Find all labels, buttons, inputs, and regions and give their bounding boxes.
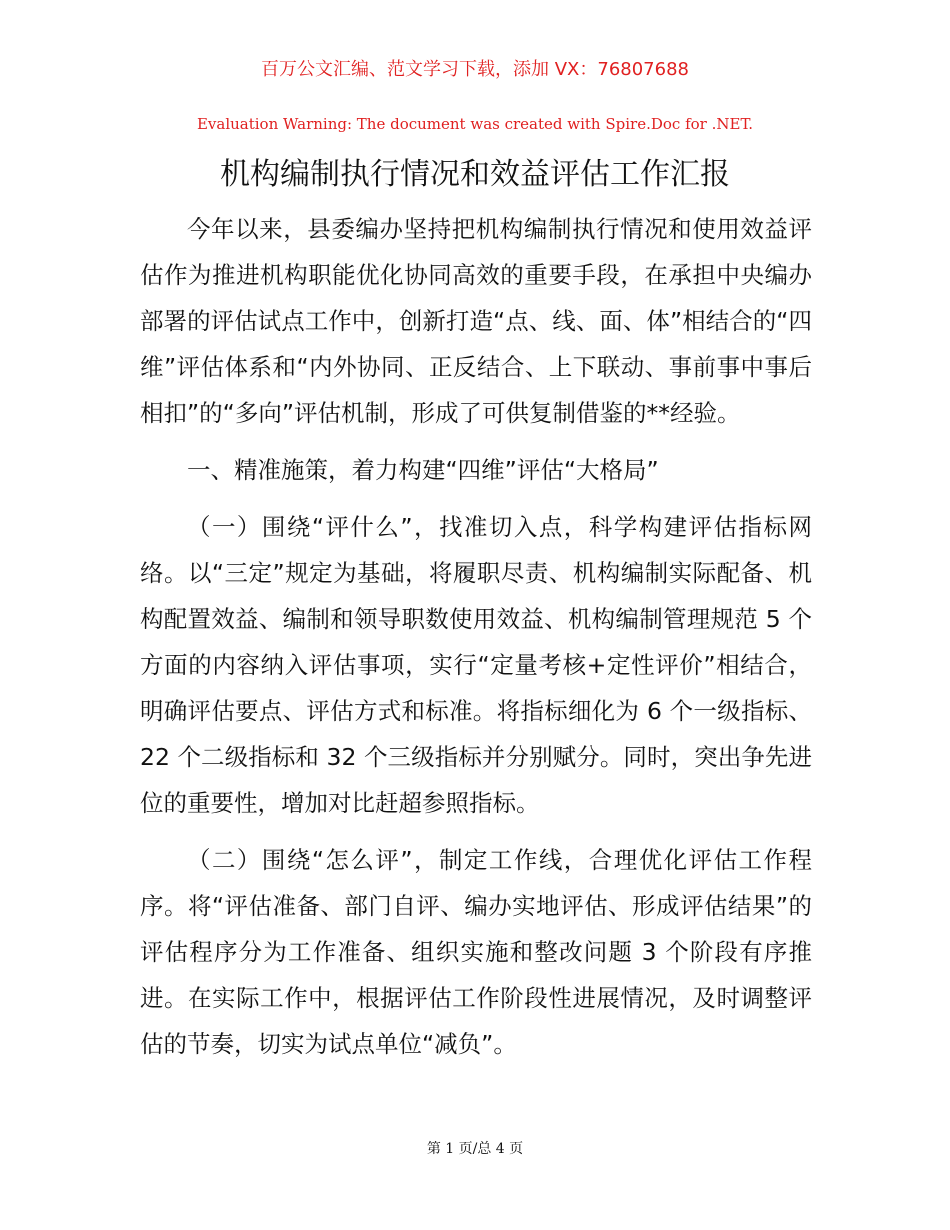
paragraph-intro: 今年以来，县委编办坚持把机构编制执行情况和使用效益评估作为推进机构职能优化协同高效的重要手段，在承担中央编办部署的评估试点工作中，创新打造“点、线、面、体”相结合的“四维”评估体系和“内外协同、正反结合、上下联动、事前事中事后相扣”的“多向”评估机制，形成了可供复制借鉴的**经验。	[140, 215, 812, 427]
header-banner: 百万公文汇编、范文学习下载，添加 VX：76807688	[261, 59, 689, 80]
document-body	[140, 206, 812, 1078]
paragraph-subsection-1: （一）围绕“评什么”，找准切入点，科学构建评估指标网络。以“三定”规定为基础，将履职尽责、机构编制实际配备、机构配置效益、编制和领导职数使用效益、机构编制管理规范 5 个方面的内容纳入评估事项，实行“定量考核+定性评价”相结合，明确评估要点、评估方式和标准。将指标细化为 6 个一级指标、22 个二级指标和 32 个三级指标并分别赋分。同时，突出争先进位的重要性，增加对比赶超参照指标。	[140, 513, 812, 817]
section-heading-1: 一、精准施策，着力构建“四维”评估“大格局”	[187, 456, 659, 484]
paragraph-subsection-2: （二）围绕“怎么评”，制定工作线，合理优化评估工作程序。将“评估准备、部门自评、编办实地评估、形成评估结果”的评估程序分为工作准备、组织实施和整改问题 3 个阶段有序推进。在实际工作中，根据评估工作阶段性进展情况，及时调整评估的节奏，切实为试点单位“减负”。	[140, 846, 812, 1058]
evaluation-warning: Evaluation Warning: The document was created with Spire.Doc for .NET.	[196, 115, 754, 133]
document-title: 机构编制执行情况和效益评估工作汇报	[220, 157, 730, 192]
page-indicator: 第 1 页/总 4 页	[426, 1141, 524, 1157]
